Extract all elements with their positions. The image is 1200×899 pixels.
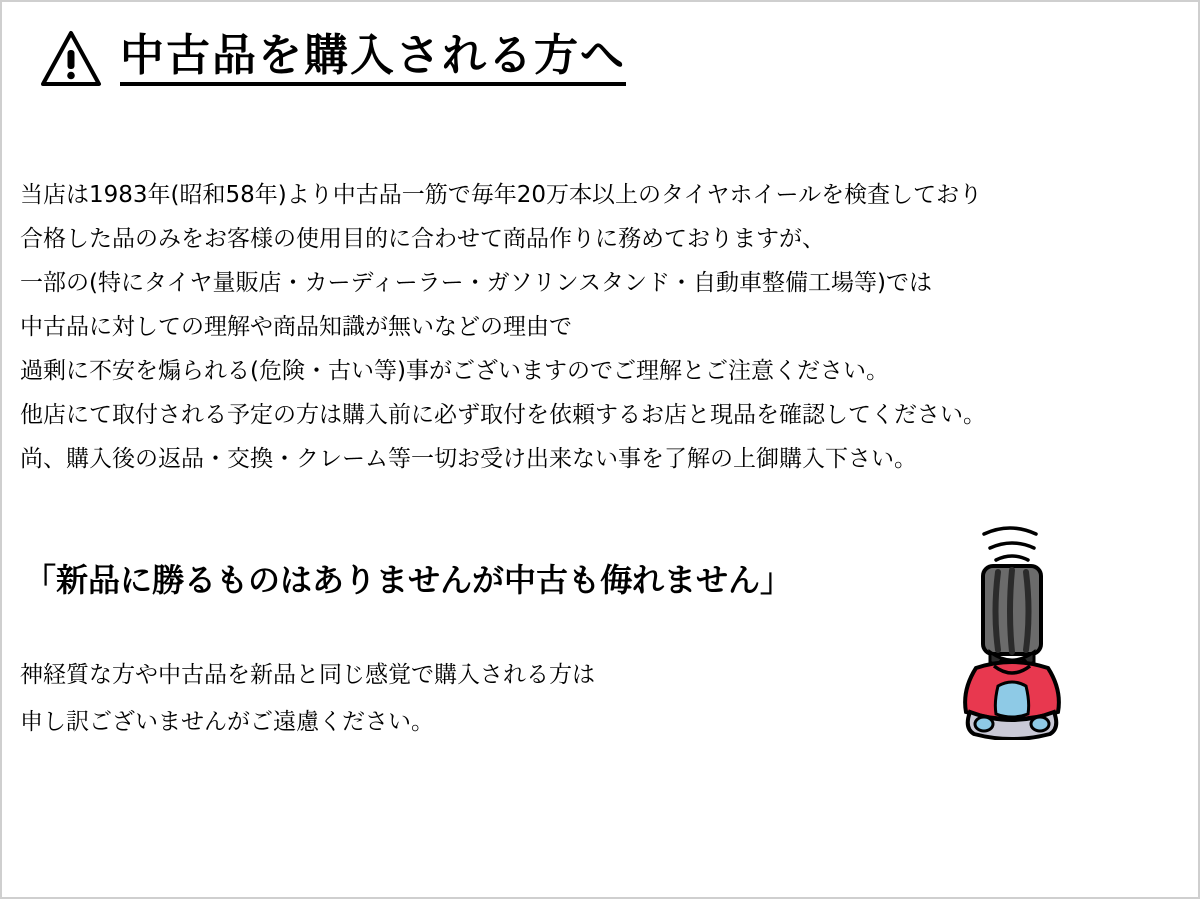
body-line: 当店は1983年(昭和58年)より中古品一筋で毎年20万本以上のタイヤホイールを検査しており bbox=[20, 182, 983, 208]
notice-header bbox=[40, 30, 626, 88]
notice-closing bbox=[20, 664, 920, 758]
warning-triangle-icon bbox=[40, 30, 102, 88]
body-line: 他店にて取付される予定の方は購入前に必ず取付を依頼するお店と現品を確認してください。 bbox=[20, 402, 986, 428]
body-line: 合格した品のみをお客様の使用目的に合わせて商品作りに務めておりますが、 bbox=[20, 226, 825, 252]
notice-body bbox=[20, 184, 1150, 492]
body-line: 中古品に対しての理解や商品知識が無いなどの理由で bbox=[20, 314, 572, 340]
bowing-person-with-tire-icon bbox=[932, 510, 1092, 740]
highlight-quote: 「新品に勝るものはありませんが中古も侮れません」 bbox=[24, 561, 793, 599]
body-line: 尚、購入後の返品・交換・クレーム等一切お受け出来ない事を了解の上御購入下さい。 bbox=[20, 446, 917, 472]
page-title: 中古品を購入される方へ bbox=[120, 32, 626, 86]
closing-line: 申し訳ございませんがご遠慮ください。 bbox=[20, 709, 434, 735]
body-line: 一部の(特にタイヤ量販店・カーディーラー・ガソリンスタンド・自動車整備工場等)では bbox=[20, 270, 932, 296]
body-line: 過剰に不安を煽られる(危険・古い等)事がございますのでご理解とご注意ください。 bbox=[20, 358, 889, 384]
closing-line: 神経質な方や中古品を新品と同じ感覚で購入される方は bbox=[20, 662, 595, 688]
